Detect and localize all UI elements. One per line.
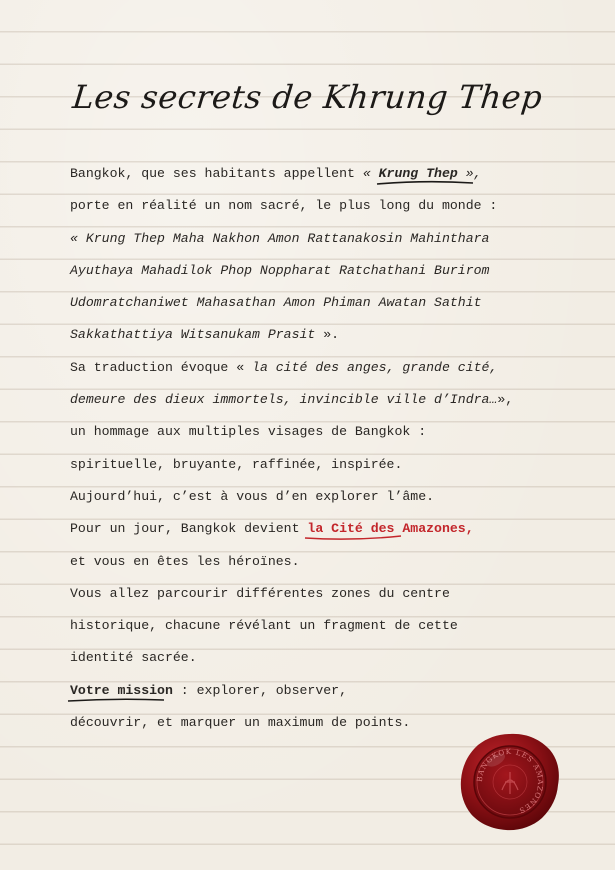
- text-segment: la cité des anges, grande cité,: [252, 359, 498, 375]
- letter-body: [70, 158, 550, 739]
- text-line: [70, 352, 550, 384]
- text-line: [70, 319, 550, 351]
- text-line: [70, 675, 550, 707]
- text-line: [70, 384, 550, 416]
- text-line: porte en réalité un nom sacré, le plus long du monde :: [70, 198, 498, 214]
- quote-mark: »,: [457, 166, 482, 181]
- text-line: Aujourd’hui, c’est à vous d’en explorer l’âme.: [70, 488, 435, 504]
- underline-stroke: [375, 180, 475, 186]
- seal-text: BANGKOK LES AMAZONES: [474, 746, 546, 816]
- highlight-krung-thep: [379, 166, 458, 181]
- page-title: Les secrets de Khrung Thep: [70, 78, 545, 116]
- text-line: Udomratchaniwet Mahasathan Amon Phiman Awatan Sathit: [70, 295, 482, 311]
- text-line: [70, 158, 550, 190]
- text-line: découvrir, et marquer un maximum de points.: [70, 715, 411, 731]
- text-segment: »,: [497, 392, 514, 408]
- underline-stroke: [66, 697, 166, 703]
- highlight-votre-mission: [70, 683, 173, 698]
- wax-seal-icon: [458, 730, 562, 834]
- krung-thep-text: Krung Thep: [378, 166, 458, 181]
- underline-stroke-red: [303, 535, 403, 541]
- title-flourish: [148, 118, 448, 126]
- text-segment: ».: [315, 327, 340, 343]
- cite-des-amazones-text: la Cité des Amazones: [307, 521, 466, 537]
- text-segment: Sakkathattiya Witsanukam Prasit: [70, 327, 316, 343]
- text-line: spirituelle, bruyante, raffinée, inspirée.: [70, 456, 403, 472]
- quote-mark: «: [362, 166, 379, 181]
- highlight-cite-des-amazones: [307, 521, 465, 536]
- text-segment: ,: [465, 521, 474, 537]
- text-segment: Sa traduction évoque «: [70, 359, 253, 375]
- text-line: Ayuthaya Mahadilok Phop Noppharat Ratchathani Burirom: [70, 262, 490, 278]
- text-segment: Pour un jour, Bangkok devient: [70, 521, 308, 537]
- text-line: un hommage aux multiples visages de Bangkok :: [70, 424, 427, 440]
- text-line: Vous allez parcourir différentes zones du centre: [70, 585, 450, 601]
- text-line: historique, chacune révélant un fragment de cette: [70, 618, 458, 634]
- text-segment: Bangkok, que ses habitants appellent: [70, 166, 363, 181]
- text-line: [70, 513, 550, 545]
- text-line: et vous en êtes les héroïnes.: [70, 553, 300, 569]
- text-segment: : explorer, observer,: [172, 682, 347, 698]
- text-line: « Krung Thep Maha Nakhon Amon Rattanakosin Mahinthara: [70, 230, 490, 246]
- text-line: identité sacrée.: [70, 650, 197, 666]
- text-segment: demeure des dieux immortels, invincible ville d’Indra…: [70, 392, 498, 408]
- votre-mission-text: Votre mission: [70, 682, 173, 698]
